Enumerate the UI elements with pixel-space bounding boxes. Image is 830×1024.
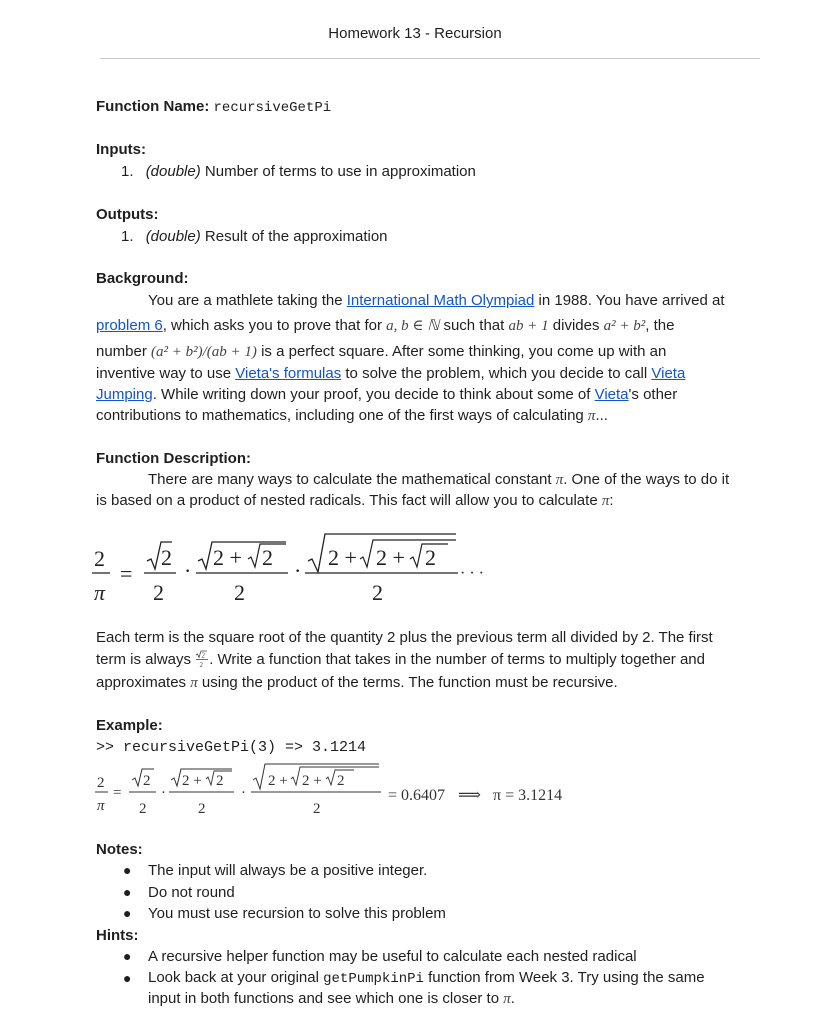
formula-dot-2: ·: [294, 558, 302, 583]
formula-lhs-numerator: 2: [94, 546, 105, 571]
formula-term2-inner: 2: [262, 545, 273, 570]
document-header: Homework 13 - Recursion: [328, 25, 502, 42]
bullet-icon: ●: [123, 862, 132, 878]
svg-text:2 +: 2 +: [182, 773, 202, 789]
example-code: >> recursiveGetPi(3) => 3.1214: [96, 739, 367, 756]
math-ab-plus-1: ab + 1: [508, 318, 549, 334]
svg-text:2: 2: [201, 651, 206, 660]
example-lhs-numerator: 2: [97, 775, 105, 791]
background-text: , which asks you to prove that for: [162, 317, 387, 334]
math-quotient: (a² + b²)/(ab + 1): [151, 344, 257, 360]
description-line-1: [148, 470, 729, 490]
svg-text:2: 2: [199, 661, 204, 668]
background-line-4: [96, 364, 685, 384]
description-text: using the product of the terms. The function must be recursive.: [197, 674, 618, 691]
function-name-label: Function Name:: [96, 98, 210, 115]
formula-term2-denominator: 2: [234, 580, 245, 605]
example-term3-denominator: 2: [313, 801, 321, 817]
background-text: inventive way to use: [96, 365, 236, 382]
background-line-1: [148, 291, 725, 311]
description-line-2: [96, 491, 614, 511]
notes-heading: Notes:: [96, 841, 143, 858]
problem-6-link[interactable]: problem 6: [96, 317, 163, 334]
background-text: . While writing down your proof, you decide to think about some of: [152, 386, 595, 403]
math-a2-plus-b2: a² + b²: [603, 318, 646, 334]
description-text: There are many ways to calculate the mathematical constant: [148, 471, 556, 488]
background-text: , the: [645, 317, 675, 334]
function-name-line: [96, 97, 331, 118]
formula-term3-numerator: 2 +: [328, 545, 357, 570]
description-text: is based on a product of nested radicals. This fact will allow you to calculate: [96, 492, 602, 509]
output-item-type: (double): [145, 228, 201, 245]
formula-equals: =: [120, 561, 133, 586]
vieta-link[interactable]: Vieta: [594, 386, 629, 403]
formula-term2-numerator: 2 +: [213, 545, 242, 570]
background-text: is a perfect square. After some thinking, you come up with an: [256, 343, 667, 360]
description-text: :: [609, 492, 614, 509]
svg-text:·: ·: [161, 785, 166, 801]
svg-text:2 +: 2 +: [268, 773, 288, 789]
example-formula: [92, 763, 592, 823]
sqrt2-over-2-fraction: [195, 650, 209, 668]
hint-text: input in both functions and see which one is closer to: [148, 990, 504, 1007]
example-term1-denominator: 2: [139, 801, 147, 817]
svg-text:2: 2: [143, 773, 151, 789]
hint-text: Look back at your original: [148, 969, 324, 986]
bullet-icon: ●: [123, 948, 132, 964]
hint-code: getPumpkinPi: [323, 971, 424, 987]
svg-text:·: ·: [241, 785, 246, 801]
bullet-icon: ●: [123, 970, 132, 986]
input-item: [121, 162, 476, 182]
example-lhs-denominator: π: [97, 798, 105, 814]
background-line-3: [96, 342, 666, 362]
inputs-heading: Inputs:: [96, 141, 146, 158]
math-a-b-naturals: a, b ∈ ℕ: [386, 318, 440, 334]
vieta-product-formula: [90, 528, 510, 613]
formula-term3-inner: 2: [425, 545, 436, 570]
svg-text:2 +: 2 +: [302, 773, 322, 789]
formula-term1-numerator: 2: [161, 545, 172, 570]
pi-symbol: π: [190, 675, 198, 691]
description-p2-line-2: [96, 650, 705, 670]
hints-heading: Hints:: [96, 927, 139, 944]
example-pi-result: π = 3.1214: [493, 787, 563, 804]
background-line-6: [96, 406, 608, 426]
background-text: contributions to mathematics, including one of the first ways of calculating: [96, 407, 588, 424]
pi-symbol: π: [587, 408, 596, 424]
formula-term1-denominator: 2: [153, 580, 164, 605]
description-text: term is always: [96, 651, 196, 668]
hint-text: .: [510, 990, 515, 1007]
formula-term3-denominator: 2: [372, 580, 383, 605]
background-text: 's other: [628, 386, 678, 403]
function-name-value: recursiveGetPi: [213, 100, 332, 116]
example-equals: =: [113, 785, 122, 801]
input-item-type: (double): [145, 163, 201, 180]
formula-dot-1: ·: [184, 558, 192, 583]
input-item-text: Number of terms to use in approximation: [200, 163, 476, 180]
hint-item: [148, 968, 705, 989]
background-heading: Background:: [96, 270, 189, 287]
hint-item: A recursive helper function may be useful to calculate each nested radical: [148, 948, 637, 965]
hint-text: function from Week 3. Try using the same: [423, 969, 705, 986]
imo-link[interactable]: International Math Olympiad: [346, 292, 535, 309]
example-result: = 0.6407: [388, 787, 446, 804]
output-item: [121, 227, 388, 247]
vieta-jumping-link[interactable]: Vieta: [651, 365, 686, 382]
description-text: . One of the ways to do it: [563, 471, 730, 488]
output-item-text: Result of the approximation: [200, 228, 388, 245]
bullet-icon: ●: [123, 905, 132, 921]
description-heading: Function Description:: [96, 450, 251, 467]
outputs-heading: Outputs:: [96, 206, 159, 223]
example-implies-arrow: ⟹: [458, 787, 481, 804]
svg-text:2: 2: [337, 773, 345, 789]
pi-symbol: π: [503, 991, 511, 1007]
output-item-number: 1.: [121, 228, 134, 245]
background-text: in 1988. You have arrived at: [534, 292, 725, 309]
note-item: The input will always be a positive integer.: [148, 862, 428, 879]
formula-term3-mid: 2 +: [376, 545, 405, 570]
hint-item-continued: [148, 989, 515, 1009]
description-p2-line-1: Each term is the square root of the quantity 2 plus the previous term all divided by 2. The first: [96, 629, 713, 646]
vieta-jumping-link-2[interactable]: Jumping: [96, 386, 153, 403]
formula-continuation: · · ·: [460, 565, 484, 582]
header-divider: [100, 58, 760, 59]
background-text: such that: [439, 317, 509, 334]
pi-symbol: π: [555, 472, 564, 488]
description-p2-line-3: [96, 673, 618, 693]
bullet-icon: ●: [123, 884, 132, 900]
svg-text:2: 2: [216, 773, 224, 789]
background-line-2: [96, 316, 674, 336]
pi-symbol: π: [601, 493, 610, 509]
description-text: approximates: [96, 674, 191, 691]
background-text: divides: [548, 317, 604, 334]
example-heading: Example:: [96, 717, 163, 734]
note-item: Do not round: [148, 884, 235, 901]
note-item: You must use recursion to solve this problem: [148, 905, 446, 922]
formula-lhs-denominator: π: [94, 580, 106, 605]
background-text: number: [96, 343, 152, 360]
description-text: . Write a function that takes in the number of terms to multiply together and: [209, 651, 705, 668]
background-text: You are a mathlete taking the: [148, 292, 347, 309]
background-text: ...: [595, 407, 608, 424]
vietas-formulas-link[interactable]: Vieta's formulas: [235, 365, 342, 382]
input-item-number: 1.: [121, 163, 134, 180]
example-term2-denominator: 2: [198, 801, 206, 817]
background-text: to solve the problem, which you decide to call: [341, 365, 652, 382]
background-line-5: [96, 385, 677, 405]
